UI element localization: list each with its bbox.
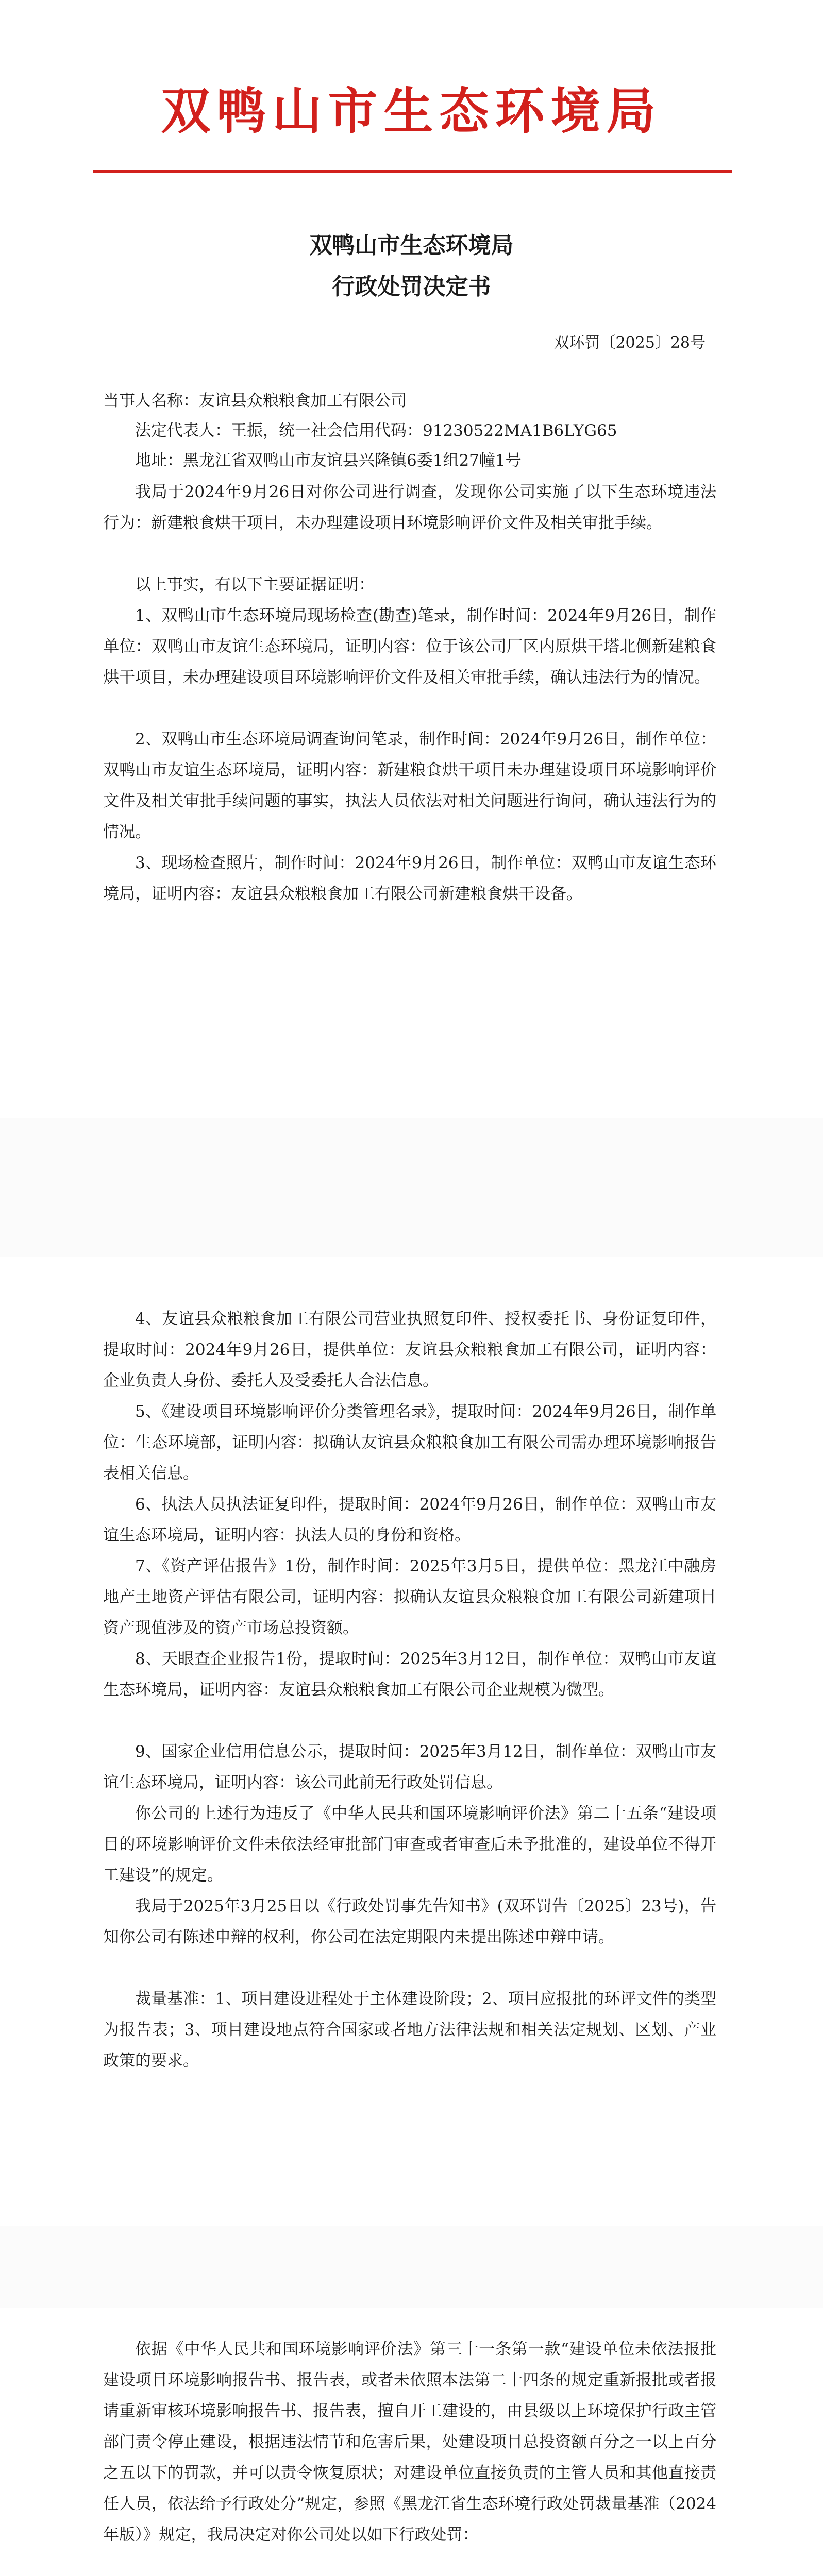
violation-paragraph: 我局于2024年9月26日对你公司进行调查，发现你公司实施了以下生态环境违法行为：新建粮食烘干项目，未办理建设项目环境影响评价文件及相关审批手续。 — [103, 483, 716, 532]
prior-notice: 我局于2025年3月25日以《行政处罚事先告知书》(双环罚告〔2025〕23号)，告知你公司有陈述申辩的权利，你公司在法定期限内未提出陈述申辩申请。 — [103, 1897, 716, 1946]
evidence-item-4: 4、友谊县众粮粮食加工有限公司营业执照复印件、授权委托书、身份证复印件，提取时间：2024年9月26日，提供单位：友谊县众粮粮食加工有限公司，证明内容：企业负责人身份、委托人及受委托人合法信息。 — [103, 1310, 716, 1390]
party-address: 地址：黑龙江省双鸭山市友谊县兴隆镇6委1组27幢1号 — [135, 451, 522, 470]
red-divider-line — [93, 170, 732, 173]
evidence-item-2: 2、双鸭山市生态环境局调查询问笔录，制作时间：2024年9月26日，制作单位：双鸭山市友谊生态环境局，证明内容：新建粮食烘干项目未办理建设项目环境影响评价文件及相关审批手续问题的事实，执法人员依法对相关问题进行询问，确认违法行为的情况。 — [103, 730, 716, 841]
page-3 — [0, 2308, 823, 2576]
header-banner: 双鸭山市生态环境局 — [161, 82, 662, 140]
evidence-item-6: 6、执法人员执法证复印件，提取时间：2024年9月26日，制作单位：双鸭山市友谊生态环境局，证明内容：执法人员的身份和资格。 — [103, 1495, 716, 1545]
party-name: 当事人名称：友谊县众粮粮食加工有限公司 — [103, 392, 407, 410]
evidence-item-3: 3、现场检查照片，制作时间：2024年9月26日，制作单位：双鸭山市友谊生态环境局，证明内容：友谊县众粮粮食加工有限公司新建粮食烘干设备。 — [103, 854, 716, 903]
page-gap — [0, 2226, 823, 2308]
evidence-item-7: 7、《资产评估报告》1份，制作时间：2025年3月5日，提供单位：黑龙江中融房地产土地资产评估有限公司，证明内容：拟确认友谊县众粮粮食加工有限公司新建项目资产现值涉及的资产市场总投资额。 — [103, 1557, 716, 1637]
title-line-1: 双鸭山市生态环境局 — [309, 232, 514, 259]
legal-violation: 你公司的上述行为违反了《中华人民共和国环境影响评价法》第二十五条“建设项目的环境影响评价文件未依法经审批部门审查或者审查后未予批准的，建设单位不得开工建设”的规定。 — [103, 1804, 716, 1885]
page-gap — [0, 1118, 823, 1257]
legal-basis: 依据《中华人民共和国环境影响评价法》第三十一条第一款“建设单位未依法报批建设项目环境影响报告书、报告表，或者未依照本法第二十四条的规定重新报批或者报请重新审核环境影响报告书、报告表，擅自开工建设的，由县级以上环境保护行政主管部门责令停止建设，根据违法情节和危害后果，处建设项目总投资额百分之一以上百分之五以下的罚款，并可以责令恢复原状；对建设单位直接负责的主管人员和其他直接责任人员，依法给予行政处分”规定，参照《黑龙江省生态环境行政处罚裁量基准（2024年版）》规定，我局决定对你公司处以如下行政处罚： — [103, 2340, 716, 2544]
title-line-2: 行政处罚决定书 — [332, 274, 491, 300]
evidence-item-1: 1、双鸭山市生态环境局现场检查(勘查)笔录，制作时间：2024年9月26日，制作单位：双鸭山市友谊生态环境局，证明内容：位于该公司厂区内原烘干塔北侧新建粮食烘干项目，未办理建设项目环境影响评价文件及相关审批手续，确认违法行为的情况。 — [103, 606, 716, 687]
page-2 — [0, 1257, 823, 2226]
evidence-intro: 以上事实，有以下主要证据证明： — [135, 575, 375, 594]
evidence-item-9: 9、国家企业信用信息公示，提取时间：2025年3月12日，制作单位：双鸭山市友谊生态环境局，证明内容：该公司此前无行政处罚信息。 — [103, 1742, 716, 1792]
party-representative: 法定代表人：王振，统一社会信用代码：91230522MA1B6LYG65 — [135, 421, 617, 440]
evidence-item-8: 8、天眼查企业报告1份，提取时间：2025年3月12日，制作单位：双鸭山市友谊生态环境局，证明内容：友谊县众粮粮食加工有限公司企业规模为微型。 — [103, 1650, 716, 1699]
evidence-item-5: 5、《建设项目环境影响评价分类管理名录》，提取时间：2024年9月26日，制作单位：生态环境部，证明内容：拟确认友谊县众粮粮食加工有限公司需办理环境影响报告表相关信息。 — [103, 1402, 716, 1483]
doc-number: 双环罚〔2025〕28号 — [553, 334, 706, 352]
page-1 — [0, 0, 823, 1118]
discretion-basis: 裁量基准：1、项目建设进程处于主体建设阶段；2、项目应报批的环评文件的类型为报告表；3、项目建设地点符合国家或者地方法律法规和相关法定规划、区划、产业政策的要求。 — [103, 1990, 716, 2070]
